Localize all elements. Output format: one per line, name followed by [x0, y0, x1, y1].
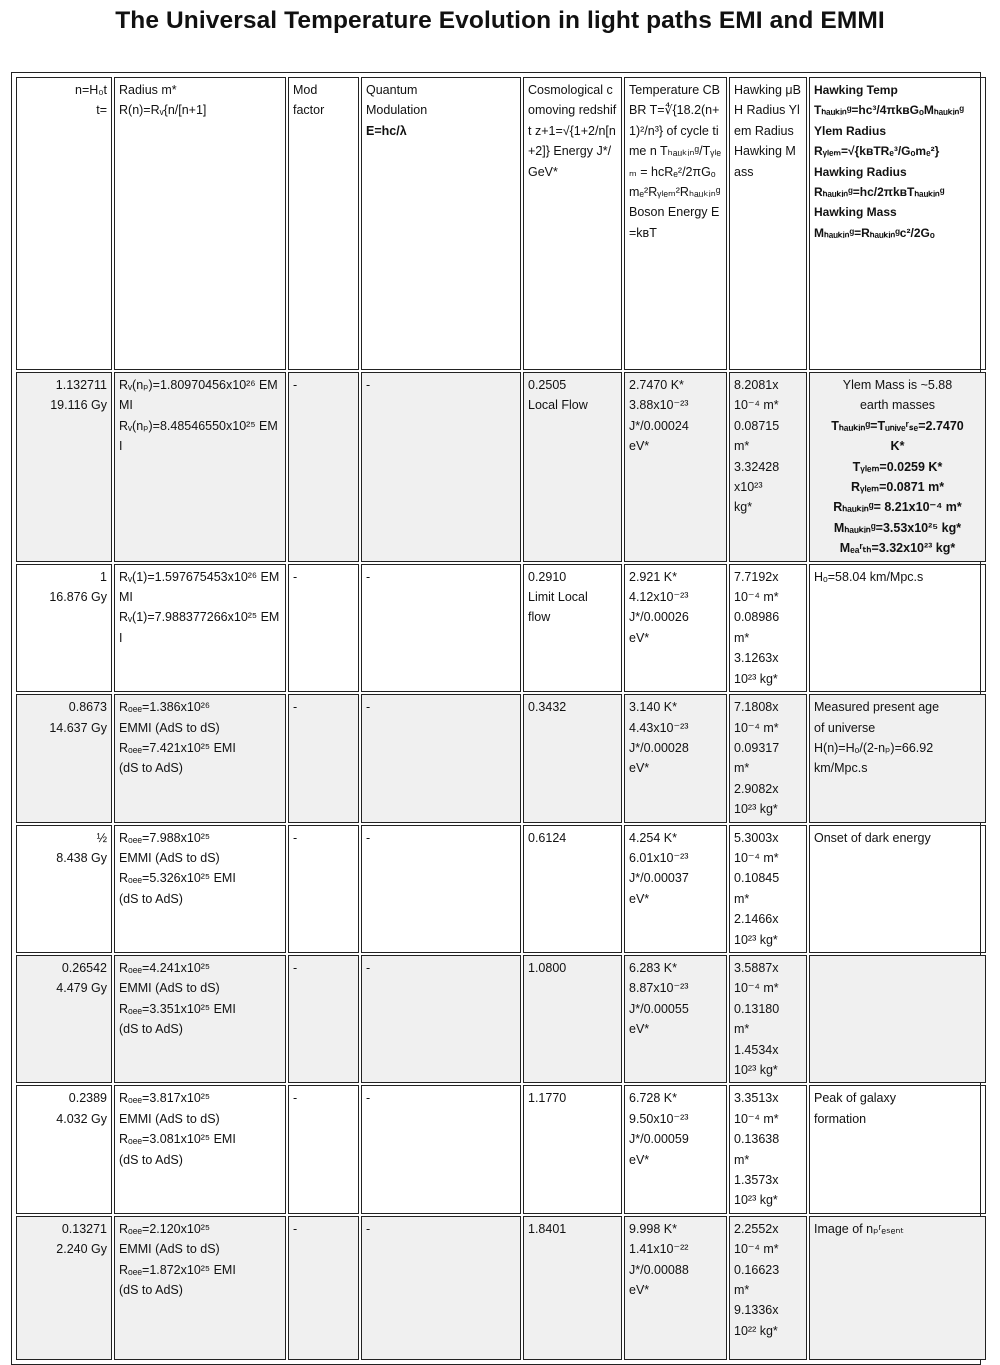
header-radius-title: Radius m*: [119, 83, 177, 97]
cell-redshift: [523, 372, 622, 562]
header-mod-factor: [288, 77, 359, 370]
header-mod-line2: factor: [293, 103, 325, 118]
cell-hawking: [729, 825, 807, 953]
note-line: Image of nₚʳₑₛₑₙₜ: [814, 1221, 905, 1236]
hawking-line: 5.3003x: [734, 830, 779, 845]
note-line: Hₒ=58.04 km/Mpc.s: [814, 569, 924, 584]
table-row: [16, 825, 986, 953]
cell-redshift: [523, 955, 622, 1083]
redshift-line: 0.2505: [528, 378, 567, 392]
cell-hawking: [729, 1216, 807, 1360]
hawking-line: 10⁻⁴ m*: [734, 1111, 779, 1126]
cell-notes: [809, 694, 986, 822]
header-temperature: Temperature CBBR T=∜{18.2(n+1)²/n³} of cycle time n Tₕₐᵤₖᵢₙᵍ/Tᵧₗₑₘ = hcRₑ²/2πGₒmₑ²Rᵧₗₑₘ²Rₕₐᵤₖᵢₙᵍ Boson Energy E=kʙT: [624, 77, 727, 370]
note-line: Ylem Mass is ~5.88: [842, 378, 953, 392]
header-hawking-radius-formula: Rₕₐᵤₖᵢₙᵍ=hc/2πkʙTₕₐᵤₖᵢₙᵍ: [814, 185, 945, 200]
cell-mod: -: [288, 1216, 359, 1360]
hawking-line: 0.08986: [734, 610, 780, 625]
redshift-line: 1.8401: [528, 1221, 567, 1236]
header-row: [16, 77, 986, 370]
cell-mod: -: [288, 955, 359, 1083]
radius-line: (dS to AdS): [119, 891, 183, 906]
hawking-line: 10²³ kg*: [734, 932, 778, 947]
redshift-line: 0.6124: [528, 830, 567, 845]
radius-line: Rₒₑₑ=5.326x10²⁵ EMI: [119, 871, 236, 886]
note-line: Measured present age: [814, 700, 940, 715]
note-line: Rᵧₗₑₘ=0.0871 m*: [850, 480, 945, 495]
radius-line: EMMI (AdS to dS): [119, 850, 220, 865]
temperature-table-frame: [11, 72, 981, 1365]
cell-mod: -: [288, 825, 359, 953]
radius-line: (dS to AdS): [119, 1022, 183, 1037]
redshift-line: 0.3432: [528, 700, 567, 715]
hawking-line: 0.10845: [734, 871, 780, 886]
header-hawking-radius-title: Hawking Radius: [814, 164, 907, 179]
hawking-line: kg*: [734, 500, 753, 515]
cell-radius: [114, 825, 286, 953]
cell-quantum: -: [361, 694, 521, 822]
cell-hawking: [729, 372, 807, 562]
radius-line: Rₒₑₑ=3.351x10²⁵ EMI: [119, 1001, 236, 1016]
hawking-line: 3.3513x: [734, 1091, 779, 1106]
cell-notes: [809, 825, 986, 953]
cell-temperature: [624, 1085, 727, 1213]
temp-line: 6.01x10⁻²³: [629, 850, 689, 865]
cell-radius: [114, 564, 286, 692]
header-quantum-line2: Modulation: [366, 103, 428, 118]
cell-n-time: [16, 564, 112, 692]
hawking-line: 2.2552x: [734, 1221, 779, 1236]
hawking-line: m*: [734, 891, 750, 906]
hawking-line: 10⁻⁴ m*: [734, 720, 779, 735]
cell-n-time: [16, 1085, 112, 1213]
table-row: [16, 955, 986, 1083]
n-value: 0.13271: [61, 1221, 107, 1236]
hawking-line: 0.08715: [734, 418, 780, 433]
redshift-line: Limit Local: [528, 590, 588, 605]
hawking-line: 0.16623: [734, 1262, 780, 1277]
hawking-line: 10²³ kg*: [734, 671, 778, 686]
n-value: 0.2389: [68, 1091, 107, 1106]
radius-line: EMMI (AdS to dS): [119, 1242, 220, 1257]
radius-line: Rᵥ(nₚ)=1.80970456x10²⁶ EMMI: [119, 378, 278, 413]
header-n-label: n=H₀t: [75, 83, 107, 97]
temp-line: eV*: [629, 1283, 650, 1298]
cell-radius: [114, 372, 286, 562]
cell-mod: -: [288, 1085, 359, 1213]
temp-line: J*/0.00028: [629, 740, 689, 755]
radius-line: Rᵥ(nₚ)=8.48546550x10²⁵ EMI: [119, 418, 278, 454]
temp-line: 6.728 K*: [629, 1091, 677, 1106]
hawking-line: 8.2081x: [734, 378, 779, 392]
cell-n-time: [16, 825, 112, 953]
temp-line: eV*: [629, 1152, 650, 1167]
cell-mod: -: [288, 694, 359, 822]
hawking-line: x10²³: [734, 480, 763, 495]
temp-line: eV*: [629, 1022, 650, 1037]
hawking-line: 0.09317: [734, 740, 780, 755]
redshift-line: 1.1770: [528, 1091, 567, 1106]
cell-n-time: [16, 694, 112, 822]
cell-notes: [809, 1216, 986, 1360]
n-value: 1.132711: [55, 378, 107, 392]
note-line: formation: [814, 1111, 867, 1126]
hawking-line: 10⁻⁴ m*: [734, 590, 779, 605]
radius-line: (dS to AdS): [119, 1152, 183, 1167]
cell-quantum: -: [361, 955, 521, 1083]
hawking-line: m*: [734, 1022, 750, 1037]
temp-line: eV*: [629, 439, 650, 454]
cell-notes: [809, 564, 986, 692]
hawking-line: 10²³ kg*: [734, 802, 778, 817]
radius-line: Rₒₑₑ=3.817x10²⁵: [119, 1091, 211, 1106]
hawking-line: m*: [734, 630, 750, 645]
temp-line: 4.254 K*: [629, 830, 677, 845]
cell-quantum: -: [361, 564, 521, 692]
temp-line: eV*: [629, 630, 650, 645]
table-row: [16, 694, 986, 822]
header-quantum-formula: E=hc/λ: [366, 123, 407, 138]
cell-notes: [809, 372, 986, 562]
cell-mod: -: [288, 564, 359, 692]
header-hawking-mass-formula: Mₕₐᵤₖᵢₙᵍ=Rₕₐᵤₖᵢₙᵍc²/2Gₒ: [814, 225, 935, 240]
temp-line: 2.921 K*: [629, 569, 677, 584]
temp-line: 4.43x10⁻²³: [629, 720, 689, 735]
radius-line: Rₒₑₑ=7.988x10²⁵: [119, 830, 211, 845]
header-ylem-radius-formula: Rᵧₗₑₘ=√{kʙTRₑ³/Gₒmₑ²}: [814, 144, 940, 159]
n-value: 1: [100, 569, 107, 584]
cell-redshift: [523, 1216, 622, 1360]
header-radius: [114, 77, 286, 370]
redshift-line: 0.2910: [528, 569, 567, 584]
table-row: [16, 1085, 986, 1213]
cell-radius: [114, 955, 286, 1083]
n-value: 0.8673: [68, 700, 107, 715]
temp-line: J*/0.00024: [629, 418, 689, 433]
cell-redshift: [523, 825, 622, 953]
temp-line: 1.41x10⁻²²: [629, 1242, 689, 1257]
note-line: Tᵧₗₑₘ=0.0259 K*: [852, 459, 943, 474]
t-value: 8.438 Gy: [56, 850, 107, 865]
hawking-line: 2.1466x: [734, 912, 779, 927]
cell-temperature: [624, 372, 727, 562]
t-value: 4.032 Gy: [56, 1111, 107, 1126]
temp-line: 9.50x10⁻²³: [629, 1111, 689, 1126]
cell-redshift: [523, 564, 622, 692]
temp-line: 3.140 K*: [629, 700, 677, 715]
hawking-line: 3.32428: [734, 459, 780, 474]
cell-hawking: [729, 1085, 807, 1213]
header-hawking-temp-formula: Tₕₐᵤₖᵢₙᵍ=hc³/4πkʙGₒMₕₐᵤₖᵢₙᵍ: [814, 103, 964, 118]
header-hawking-temp: [809, 77, 986, 370]
note-line: K*: [890, 439, 905, 454]
header-quantum-modulation: [361, 77, 521, 370]
temp-line: J*/0.00055: [629, 1001, 689, 1016]
hawking-line: 1.4534x: [734, 1042, 779, 1057]
cell-temperature: [624, 694, 727, 822]
cell-quantum: -: [361, 825, 521, 953]
hawking-line: 1.3573x: [734, 1173, 779, 1188]
n-value: 0.26542: [61, 960, 107, 975]
radius-line: EMMI (AdS to dS): [119, 1111, 220, 1126]
temp-line: eV*: [629, 761, 650, 776]
hawking-line: 9.1336x: [734, 1303, 779, 1318]
hawking-line: 2.9082x: [734, 781, 779, 796]
hawking-line: m*: [734, 1283, 750, 1298]
temp-line: 2.7470 K*: [629, 378, 684, 392]
cell-temperature: [624, 1216, 727, 1360]
hawking-line: 0.13180: [734, 1001, 780, 1016]
t-value: 2.240 Gy: [56, 1242, 107, 1257]
t-value: 16.876 Gy: [49, 590, 107, 605]
table-row: [16, 372, 986, 562]
temp-line: J*/0.00026: [629, 610, 689, 625]
cell-quantum: -: [361, 1216, 521, 1360]
cell-radius: [114, 1085, 286, 1213]
header-quantum-line1: Quantum: [366, 83, 418, 97]
temp-line: J*/0.00037: [629, 871, 689, 886]
header-n-time: [16, 77, 112, 370]
t-value: 4.479 Gy: [56, 981, 107, 996]
note-line: of universe: [814, 720, 876, 735]
redshift-line: 1.0800: [528, 960, 567, 975]
cell-quantum: -: [361, 1085, 521, 1213]
note-line: Rₕₐᵤₖᵢₙᵍ= 8.21x10⁻⁴ m*: [833, 500, 962, 515]
cell-notes: [809, 955, 986, 1083]
note-line: Mₑₐʳₜₕ=3.32x10²³ kg*: [839, 541, 956, 556]
temp-line: 4.12x10⁻²³: [629, 590, 689, 605]
t-value: 14.637 Gy: [49, 720, 107, 735]
radius-line: Rₒₑₑ=1.386x10²⁶: [119, 700, 211, 715]
hawking-line: 10⁻⁴ m*: [734, 850, 779, 865]
header-hawking-mass-title: Hawking Mass: [814, 205, 897, 220]
note-line: Onset of dark energy: [814, 830, 931, 845]
hawking-line: 3.1263x: [734, 651, 779, 666]
header-hawking-radius-mass: Hawking μBH Radius Ylem Radius Hawking Mass: [729, 77, 807, 370]
hawking-line: 0.13638: [734, 1132, 780, 1147]
temp-line: J*/0.00088: [629, 1262, 689, 1277]
temp-line: 9.998 K*: [629, 1221, 677, 1236]
header-ylem-radius-title: Ylem Radius: [814, 123, 887, 138]
cell-redshift: [523, 694, 622, 822]
table-row: [16, 1216, 986, 1360]
header-hawking-temp-title: Hawking Temp: [814, 83, 898, 97]
hawking-line: m*: [734, 1152, 750, 1167]
temp-line: 8.87x10⁻²³: [629, 981, 689, 996]
hawking-line: 3.5887x: [734, 960, 779, 975]
header-t-label: t=: [96, 103, 107, 118]
hawking-line: 10²² kg*: [734, 1323, 778, 1338]
cell-hawking: [729, 694, 807, 822]
table-row: [16, 564, 986, 692]
cell-notes: [809, 1085, 986, 1213]
hawking-line: 7.1808x: [734, 700, 779, 715]
cell-mod: -: [288, 372, 359, 562]
radius-line: Rᵥ(1)=1.597675453x10²⁶ EMMI: [119, 569, 280, 605]
page-title: The Universal Temperature Evolution in light paths EMI and EMMI: [115, 7, 885, 34]
radius-line: Rₒₑₑ=7.421x10²⁵ EMI: [119, 740, 236, 755]
temp-line: J*/0.00059: [629, 1132, 689, 1147]
cell-temperature: [624, 955, 727, 1083]
cell-quantum: -: [361, 372, 521, 562]
note-line: Peak of galaxy: [814, 1091, 896, 1106]
hawking-line: 10⁻⁴ m*: [734, 1242, 779, 1257]
t-value: 19.116 Gy: [50, 398, 107, 413]
redshift-line: Local Flow: [528, 398, 588, 413]
temp-line: eV*: [629, 891, 650, 906]
note-line: H(n)=Hₒ/(2-nₚ)=66.92: [814, 740, 934, 755]
hawking-line: m*: [734, 439, 750, 454]
temp-line: 6.283 K*: [629, 960, 677, 975]
cell-n-time: [16, 372, 112, 562]
radius-line: EMMI (AdS to dS): [119, 981, 220, 996]
radius-line: Rₒₑₑ=2.120x10²⁵: [119, 1221, 211, 1236]
cell-temperature: [624, 564, 727, 692]
radius-line: Rₒₑₑ=3.081x10²⁵ EMI: [119, 1132, 236, 1147]
note-line: earth masses: [859, 398, 936, 413]
header-radius-formula: R(n)=Rᵥ{n/[n+1]: [119, 103, 207, 118]
radius-line: (dS to AdS): [119, 761, 183, 776]
temp-line: 3.88x10⁻²³: [629, 398, 689, 413]
hawking-line: m*: [734, 761, 750, 776]
hawking-line: 10²³ kg*: [734, 1063, 778, 1077]
cell-radius: [114, 1216, 286, 1360]
note-line: Mₕₐᵤₖᵢₙᵍ=3.53x10²⁵ kg*: [833, 520, 962, 535]
radius-line: EMMI (AdS to dS): [119, 720, 220, 735]
cell-hawking: [729, 955, 807, 1083]
cell-n-time: [16, 1216, 112, 1360]
cell-radius: [114, 694, 286, 822]
n-value: ½: [96, 830, 107, 845]
cell-n-time: [16, 955, 112, 1083]
hawking-line: 10⁻⁴ m*: [734, 398, 779, 413]
hawking-line: 10²³ kg*: [734, 1193, 778, 1208]
radius-line: Rₒₑₑ=4.241x10²⁵: [119, 960, 211, 975]
radius-line: Rₒₑₑ=1.872x10²⁵ EMI: [119, 1262, 236, 1277]
note-line: Tₕₐᵤₖᵢₙᵍ=Tᵤₙᵢᵥₑʳₛₑ=2.7470: [831, 418, 964, 433]
radius-line: Rᵥ(1)=7.988377266x10²⁵ EMI: [119, 610, 280, 645]
hawking-line: 10⁻⁴ m*: [734, 981, 779, 996]
radius-line: (dS to AdS): [119, 1283, 183, 1298]
redshift-line: flow: [528, 610, 551, 625]
temperature-evolution-table: [14, 75, 988, 1362]
cell-temperature: [624, 825, 727, 953]
header-mod-line1: Mod: [293, 83, 318, 97]
cell-redshift: [523, 1085, 622, 1213]
hawking-line: 7.7192x: [734, 569, 779, 584]
header-redshift: Cosmological comoving redshift z+1=√{1+2/n[n+2]} Energy J*/GeV*: [523, 77, 622, 370]
cell-hawking: [729, 564, 807, 692]
note-line: km/Mpc.s: [814, 761, 868, 776]
